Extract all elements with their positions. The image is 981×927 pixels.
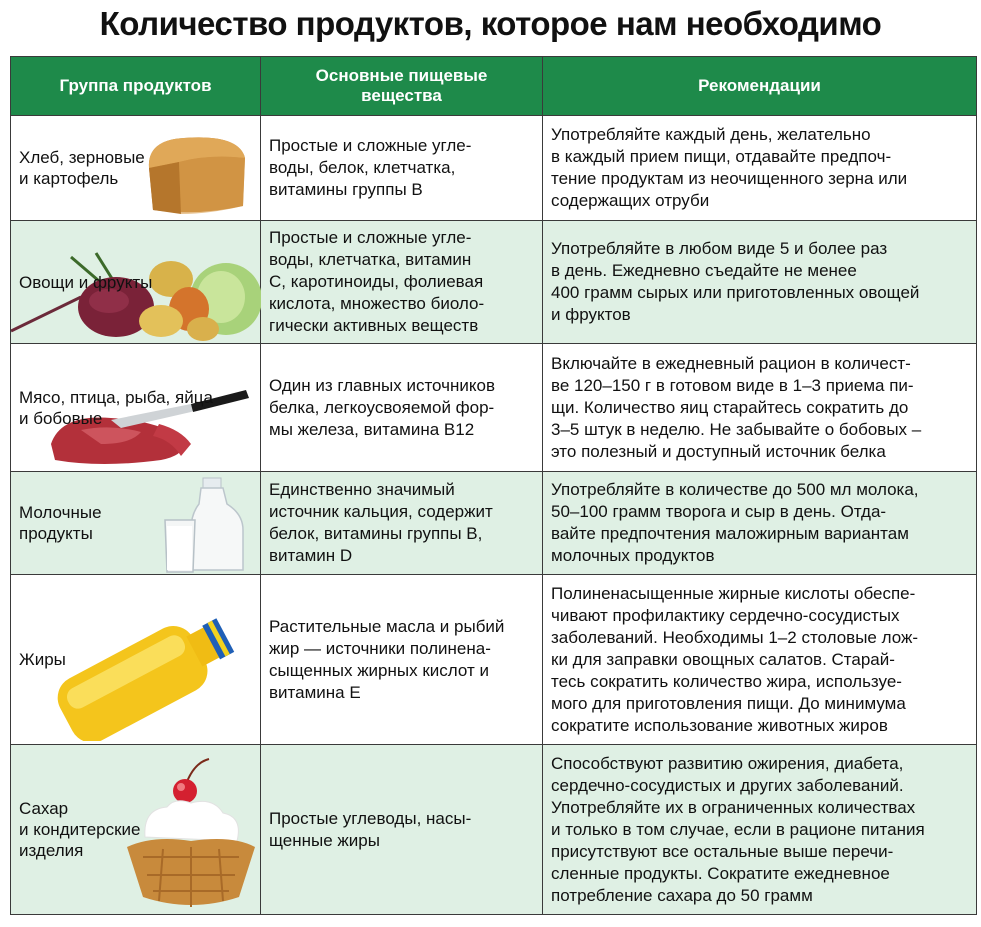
- group-cell: [11, 745, 261, 915]
- group-name: Овощи и фрукты: [19, 272, 153, 292]
- nutrients-cell: Простые и сложные угле- воды, клетчатка, витамин С, каротиноиды, фолиевая кислота, множество биоло- гически активных веществ: [261, 221, 543, 344]
- group-name: Сахар и кондитерские изделия: [19, 799, 141, 860]
- group-cell: [11, 472, 261, 575]
- recommendations-cell: Употребляйте каждый день, желательно в каждый прием пищи, отдавайте предпоч- тение продуктам из неочищенного зерна или содержащих отруби: [543, 116, 977, 221]
- nutrients-cell: Растительные масла и рыбий жир — источники полинена- сыщенных жирных кислот и витамина Е: [261, 575, 543, 745]
- group-name: Жиры: [19, 650, 66, 669]
- table-row: [11, 344, 977, 472]
- table-header-row: [11, 57, 977, 116]
- table-row: [11, 745, 977, 915]
- page-title: Количество продуктов, которое нам необходимо: [99, 5, 882, 42]
- header-nutrients: Основные пищевые вещества: [261, 57, 543, 116]
- group-name: Молочные продукты: [19, 503, 102, 543]
- group-cell: [11, 221, 261, 344]
- group-cell: [11, 575, 261, 745]
- nutrients-cell: Один из главных источников белка, легкоусвояемой фор- мы железа, витамина В12: [261, 344, 543, 472]
- nutrients-cell: Единственно значимый источник кальция, содержит белок, витамины группы В, витамин D: [261, 472, 543, 575]
- recommendations-cell: Употребляйте в любом виде 5 и более раз в день. Ежедневно съедайте не менее 400 грамм сырых или приготовленных овощей и фруктов: [543, 221, 977, 344]
- vegetables-icon: [11, 247, 261, 343]
- group-name: Мясо, птица, рыба, яйца и бобовые: [19, 387, 213, 428]
- table-row: [11, 472, 977, 575]
- table-row: [11, 575, 977, 745]
- nutrients-cell: Простые углеводы, насы- щенные жиры: [261, 745, 543, 915]
- recommendations-cell: Полиненасыщенные жирные кислоты обеспе- чивают профилактику сердечно-сосудистых заболеваний. Необходимы 1–2 столовые лож- ки для заправки овощных салатов. Старай- тесь сократить количество жира, используе- мого для приготовления пищи. До минимума сократите использование животных жиров: [543, 575, 977, 745]
- group-cell: [11, 116, 261, 221]
- group-cell: [11, 344, 261, 472]
- oil-bottle-icon: [35, 605, 245, 741]
- food-table: [10, 56, 977, 915]
- nutrients-cell: Простые и сложные угле- воды, белок, клетчатка, витамины группы В: [261, 116, 543, 221]
- recommendations-cell: Способствуют развитию ожирения, диабета, сердечно-сосудистых и других заболеваний. Употребляйте их в ограниченных количествах и только в том случае, если в рационе питания присутствуют все остальные выше перечи- сленные продукты. Сократите ежедневное потребление сахара до 50 грамм: [543, 745, 977, 915]
- header-recommendations: Рекомендации: [543, 57, 977, 116]
- recommendations-cell: Употребляйте в количестве до 500 мл молока, 50–100 грамм творога и сыр в день. Отда- вайте предпочтения маложирным вариантам молочных продуктов: [543, 472, 977, 575]
- table-row: [11, 116, 977, 221]
- group-name: Хлеб, зерновые и картофель: [19, 148, 145, 188]
- recommendations-cell: Включайте в ежедневный рацион в количест- ве 120–150 г в готовом виде в 1–3 приема пи- щи. Количество яиц старайтесь сократить до 3–5 штук в неделю. Не забывайте о бобовых – это полезный и доступный источник белка: [543, 344, 977, 472]
- table-row: [11, 221, 977, 344]
- header-group: Группа продуктов: [11, 57, 261, 116]
